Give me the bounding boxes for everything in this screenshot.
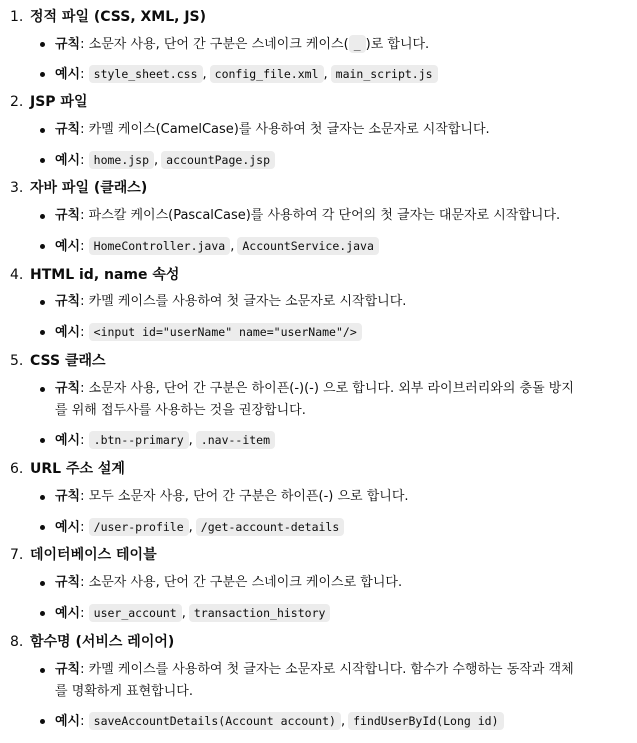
section-title: CSS 클래스: [30, 353, 106, 369]
code-example: .btn--primary: [89, 431, 189, 449]
example-label: 예시: [55, 606, 81, 621]
section-heading: [0, 8, 206, 26]
section-heading: [0, 352, 106, 370]
rule-line: 규칙: 모두 소문자 사용, 단어 간 구분은 하이픈(-) 으로 합니다.: [55, 489, 409, 504]
code-example: accountPage.jsp: [161, 151, 275, 169]
code-example: .nav--item: [196, 431, 275, 449]
section-heading: [0, 460, 125, 478]
example-line: 예시: home.jsp , accountPage.jsp: [55, 151, 275, 170]
bullet-icon: [40, 438, 45, 443]
rule-line: 규칙: 카멜 케이스(CamelCase)를 사용하여 첫 글자는 소문자로 시작합니다.: [55, 122, 490, 137]
example-label: 예시: [55, 433, 81, 448]
section-title: HTML id, name 속성: [30, 267, 180, 283]
section-title: URL 주소 설계: [30, 461, 125, 477]
rule-text: 소문자 사용, 단어 간 구분은 스네이크 케이스로 합니다.: [88, 575, 403, 590]
bullet-icon: [40, 719, 45, 724]
inline-code: _: [349, 35, 366, 53]
example-line: 예시: .btn--primary , .nav--item: [55, 431, 275, 450]
bullet-icon: [40, 42, 45, 47]
rule-text: 카멜 케이스를 사용하여 첫 글자는 소문자로 시작합니다.: [88, 294, 407, 309]
code-example: main_script.js: [331, 65, 438, 83]
example-label: 예시: [55, 325, 81, 340]
rule-text: 카멜 케이스를 사용하여 첫 글자는 소문자로 시작합니다. 함수가 수행하는 동작과 객체: [88, 662, 574, 677]
rule-label: 규칙: [55, 381, 81, 396]
rule-label: 규칙: [55, 208, 81, 223]
rule-text: 소문자 사용, 단어 간 구분은 스네이크 케이스(: [88, 37, 349, 52]
rule-line: 규칙: 카멜 케이스를 사용하여 첫 글자는 소문자로 시작합니다. 함수가 수행하는 동작과 객체: [55, 662, 574, 677]
bullet-icon: [40, 158, 45, 163]
code-example: saveAccountDetails(Account account): [89, 712, 341, 730]
section-title: JSP 파일: [30, 94, 88, 110]
section-number: 5.: [10, 353, 24, 369]
rule-text: 카멜 케이스(CamelCase)를 사용하여 첫 글자는 소문자로 시작합니다.: [88, 122, 490, 137]
bullet-icon: [40, 668, 45, 673]
example-line: 예시: user_account , transaction_history: [55, 604, 330, 623]
bullet-icon: [40, 525, 45, 530]
rule-label: 규칙: [55, 122, 81, 137]
example-line: 예시: <input id="userName" name="userName"/>: [55, 323, 362, 342]
code-example: findUserById(Long id): [348, 712, 503, 730]
rule-text: 소문자 사용, 단어 간 구분은 하이픈(-)(-): [88, 381, 319, 396]
bullet-icon: [40, 581, 45, 586]
example-label: 예시: [55, 239, 81, 254]
section-number: 7.: [10, 547, 24, 563]
example-line: 예시: style_sheet.css , config_file.xml , main_script.js: [55, 65, 438, 84]
section-number: 4.: [10, 267, 24, 283]
code-example: /get-account-details: [196, 518, 344, 536]
rule-text: 모두 소문자 사용, 단어 간 구분은 하이픈(-): [88, 489, 334, 504]
bullet-icon: [40, 611, 45, 616]
section-number: 6.: [10, 461, 24, 477]
example-line: 예시: HomeController.java , AccountService.java: [55, 237, 379, 256]
section-title: 정적 파일 (CSS, XML, JS): [30, 9, 207, 25]
bullet-icon: [40, 214, 45, 219]
code-example: config_file.xml: [210, 65, 324, 83]
bullet-icon: [40, 330, 45, 335]
code-example: HomeController.java: [89, 237, 231, 255]
code-example: user_account: [89, 604, 182, 622]
rule-label: 규칙: [55, 489, 81, 504]
bullet-icon: [40, 244, 45, 249]
rule-line: 규칙: 소문자 사용, 단어 간 구분은 스네이크 케이스로 합니다.: [55, 575, 403, 590]
rule-label: 규칙: [55, 294, 81, 309]
section-title: 함수명 (서비스 레이어): [30, 634, 175, 650]
section-heading: [0, 179, 147, 197]
code-example: /user-profile: [89, 518, 189, 536]
rule-line-continued: 를 명확하게 표현합니다.: [55, 684, 193, 699]
section-title: 자바 파일 (클래스): [30, 180, 148, 196]
code-example: transaction_history: [189, 604, 331, 622]
rule-text: 파스칼 케이스(PascalCase)를 사용하여 각 단어의 첫 글자는 대문자로 시작합니다.: [88, 208, 561, 223]
section-heading: [0, 546, 157, 564]
section-heading: [0, 633, 174, 651]
rule-text: 으로 합니다.: [333, 489, 409, 504]
section-heading: [0, 266, 179, 284]
rule-label: 규칙: [55, 575, 81, 590]
section-number: 8.: [10, 634, 24, 650]
rule-label: 규칙: [55, 662, 81, 677]
example-line: 예시: saveAccountDetails(Account account) , findUserById(Long id): [55, 712, 504, 731]
bullet-icon: [40, 128, 45, 133]
example-label: 예시: [55, 153, 81, 168]
example-label: 예시: [55, 714, 81, 729]
section-title: 데이터베이스 테이블: [30, 547, 157, 563]
bullet-icon: [40, 300, 45, 305]
rule-line-continued: 를 위해 접두사를 사용하는 것을 권장합니다.: [55, 403, 306, 418]
section-number: 2.: [10, 94, 24, 110]
bullet-icon: [40, 495, 45, 500]
example-label: 예시: [55, 520, 81, 535]
section-heading: [0, 93, 87, 111]
rule-text: )로 합니다.: [365, 37, 430, 52]
example-label: 예시: [55, 67, 81, 82]
bullet-icon: [40, 72, 45, 77]
rule-line: 규칙: 소문자 사용, 단어 간 구분은 하이픈(-)(-) 으로 합니다. 외부 라이브러리와의 충돌 방지: [55, 381, 574, 396]
example-line: 예시: /user-profile , /get-account-details: [55, 518, 344, 537]
rule-line: 규칙: 파스칼 케이스(PascalCase)를 사용하여 각 단어의 첫 글자는 대문자로 시작합니다.: [55, 208, 561, 223]
section-number: 3.: [10, 180, 24, 196]
rule-label: 규칙: [55, 37, 81, 52]
bullet-icon: [40, 387, 45, 392]
rule-line: 규칙: 카멜 케이스를 사용하여 첫 글자는 소문자로 시작합니다.: [55, 294, 407, 309]
code-example: AccountService.java: [237, 237, 379, 255]
section-number: 1.: [10, 9, 24, 25]
code-example: style_sheet.css: [89, 65, 203, 83]
rule-line: 규칙: 소문자 사용, 단어 간 구분은 스네이크 케이스( _ )로 합니다.: [55, 37, 430, 52]
rule-text: 으로 합니다. 외부 라이브러리와의 충돌 방지: [318, 381, 574, 396]
code-example: home.jsp: [89, 151, 154, 169]
code-example: <input id="userName" name="userName"/>: [89, 323, 362, 341]
